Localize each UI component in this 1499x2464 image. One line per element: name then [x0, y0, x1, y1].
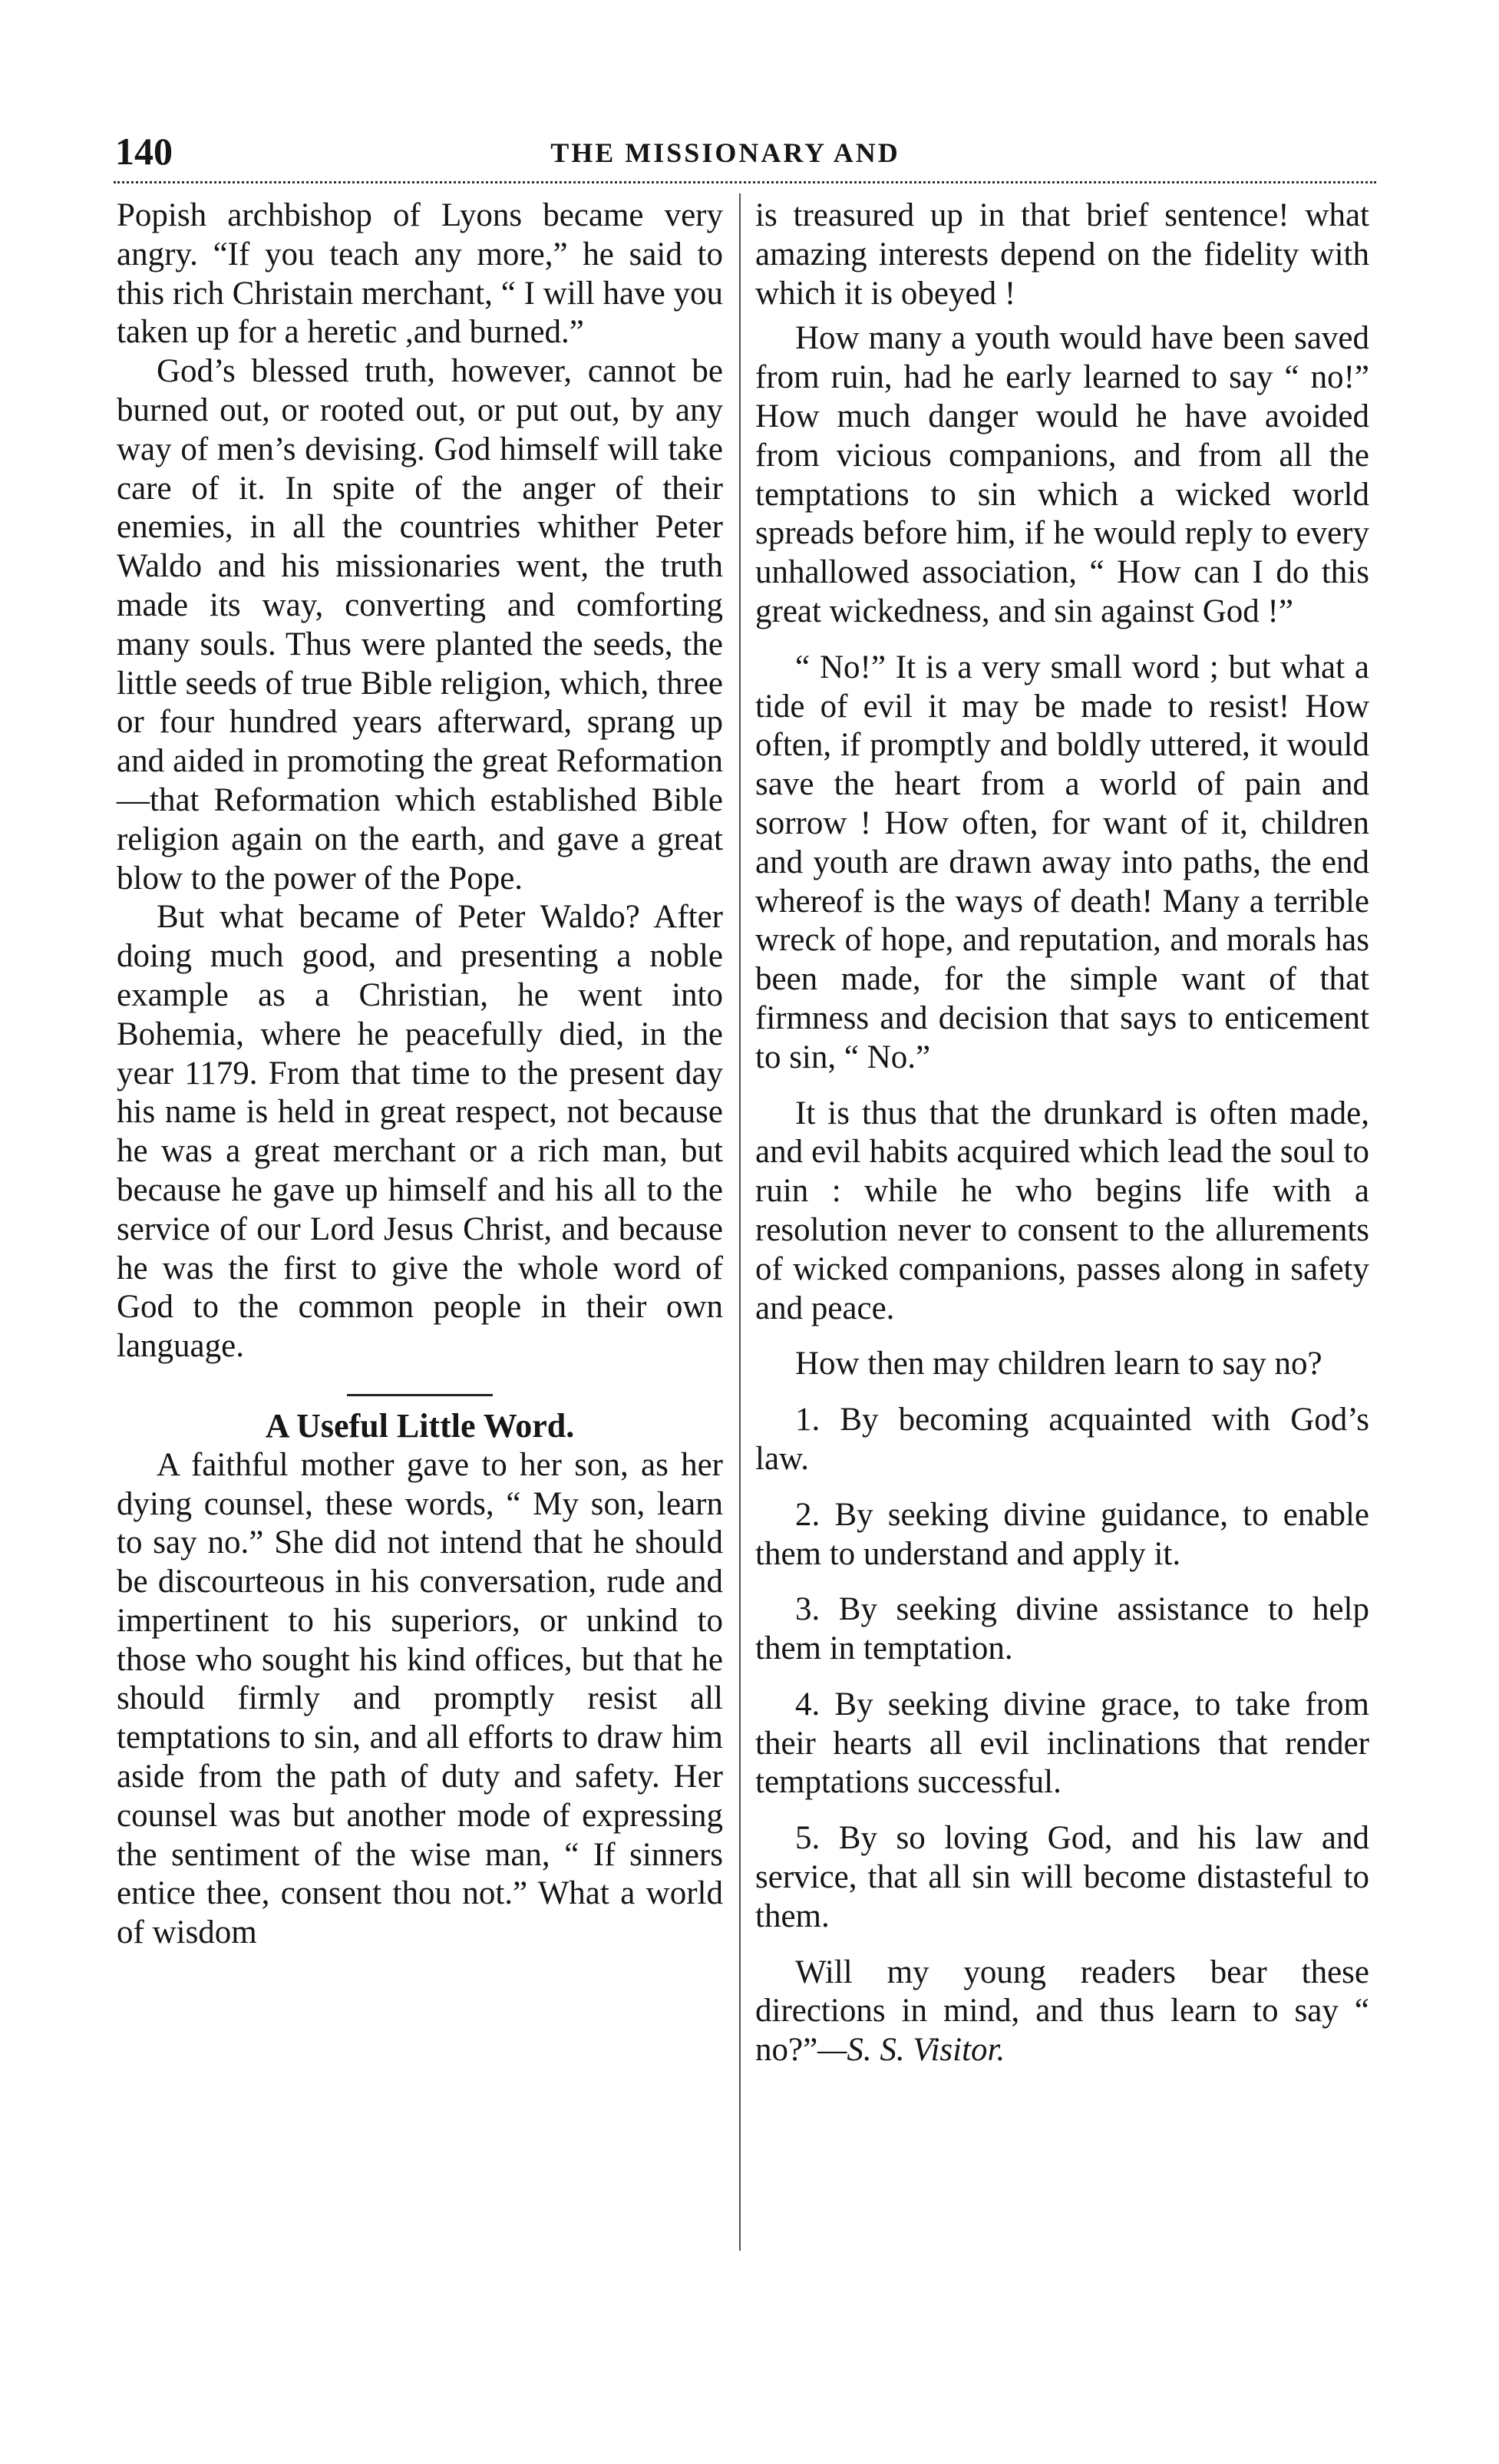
list-item: 5. By so loving God, and his law and service, that all sin will become distasteful to them.: [755, 1820, 1369, 1934]
page-header: [115, 129, 1374, 183]
section-rule: [347, 1394, 493, 1396]
paragraph: It is thus that the drunkard is often made, and evil habits acquired which lead the soul to ruin : while he who begins life with a resolution never to consent to the allurements of wicked companions, passes along in safety and peace.: [755, 1095, 1369, 1326]
paragraph: But what became of Peter Waldo? After doing much good, and presenting a noble example as a Christian, he went into Bohemia, where he peacefully died, in the year 1179. From that time to the present day his name is held in great respect, not because he was a great merchant or a rich man, but because he gave up himself and his all to the service of our Lord Jesus Christ, and because he was the first to give the whole word of God to the common people in their own language.: [117, 899, 723, 1365]
signature: —S. S. Visitor.: [817, 2032, 1005, 2069]
paragraph: God’s blessed truth, however, cannot be burned out, or rooted out, or put out, by any way of men’s devising. God himself will take care of it. In spite of the anger of their enemies, in all the countries whither Peter Waldo and his missionaries went, the truth made its way, converting and comforting many souls. Thus were planted the seeds, the little seeds of true Bible religion, which, three or four hundred years afterward, sprang up and aided in promoting the great Reformation—that Reformation which established Bible religion again on the earth, and gave a great blow to the power of the Pope.: [117, 353, 723, 897]
running-title: THE MISSIONARY AND: [550, 137, 900, 168]
paragraph: A faithful mother gave to her son, as her dying counsel, these words, “ My son, learn to say no.” She did not intend that he should be discourteous in his conversation, rude and impertinent to his superiors, or unkind to those who sought his kind offices, but that he should firmly and promptly resist all temptations to sin, and all efforts to draw him aside from the path of duty and safety. Her counsel was but another mode of expressing the sentiment of the wise man, “ If sinners entice thee, consent thou not.” What a world of wisdom: [117, 1446, 723, 1951]
paragraph: How many a youth would have been saved from ruin, had he early learned to say “ no!” How much danger would he have avoided from vicious companions, and from all the temptations to sin which a wicked world spreads before him, if he would reply to every unhallowed association, “ How can I do this great wickedness, and sin against God !”: [755, 320, 1369, 629]
paragraph: How then may children learn to say no?: [795, 1346, 1322, 1382]
closing-text: Will my young readers bear these directions in mind, and thus learn to say “ no?”: [755, 1954, 1369, 2069]
page-number: 140: [115, 130, 173, 173]
paragraph: “ No!” It is a very small word ; but what a tide of evil it may be made to resist! How often, if promptly and boldly uttered, it would save the heart from a world of pain and sorrow ! How often, for want of it, children and youth are drawn away into paths, the end whereof is the ways of death! Many a terrible wreck of hope, and reputation, and morals has been made, for the simple want of that firmness and decision that says to enticement to sin, “ No.”: [755, 649, 1369, 1075]
column-divider: [739, 193, 741, 2251]
list-item: 1. By becoming acquainted with God’s law.: [755, 1402, 1369, 1477]
list-item: 4. By seeking divine grace, to take from their hearts all evil inclinations that render temptations successful.: [755, 1686, 1369, 1801]
left-column: [117, 197, 723, 1953]
right-column: [755, 197, 1369, 2070]
paragraph: Popish archbishop of Lyons became very angry. “If you teach any more,” he said to this rich Christain merchant, “ I will have you taken up for a heretic ,and burned.”: [117, 197, 723, 351]
list-item: 2. By seeking divine guidance, to enable them to understand and apply it.: [755, 1496, 1369, 1572]
list-item: 3. By seeking divine assistance to help them in temptation.: [755, 1591, 1369, 1667]
header-rule: [114, 181, 1376, 183]
closing-paragraph: [755, 1954, 1369, 2070]
section-title: A Useful Little Word.: [265, 1406, 575, 1445]
paragraph: is treasured up in that brief sentence! what amazing interests depend on the fidelity with which it is obeyed !: [755, 197, 1369, 312]
